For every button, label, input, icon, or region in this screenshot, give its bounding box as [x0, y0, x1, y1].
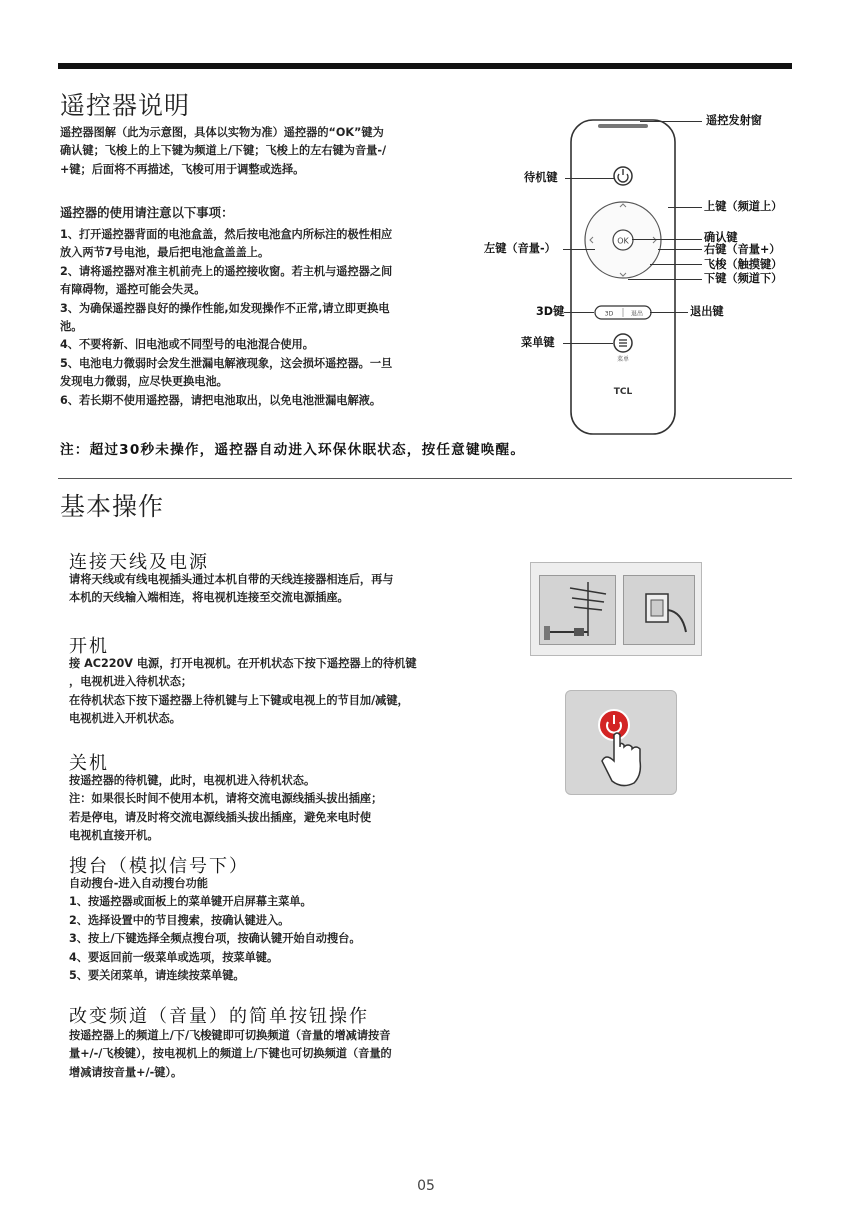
- top-rule: [58, 63, 792, 69]
- leader-line: [650, 312, 688, 313]
- power-on-photo: [565, 690, 677, 795]
- exit-label: 退出: [630, 310, 644, 318]
- text-line: 6、若长期不使用遥控器，请把电池取出，以免电池泄漏电解液。: [60, 393, 382, 407]
- heading-tuning: 搜台（模拟信号下）: [69, 856, 249, 877]
- brand-logo: TCL: [613, 387, 633, 397]
- leader-line: [658, 249, 702, 250]
- notice-title: 遥控器的使用请注意以下事项：: [60, 205, 234, 220]
- ok-label: OK: [617, 236, 629, 246]
- text-line: 1、打开遥控器背面的电池盒盖，然后按电池盒内所标注的极性相应: [60, 228, 393, 241]
- text-line: +键；后面将不再描述，飞梭可用于调整或选择。: [60, 162, 305, 176]
- ir-window: [598, 124, 648, 128]
- text-line: 放入两节7号电池，最后把电池盒盖盖上。: [60, 246, 270, 260]
- page-number: 05: [417, 1178, 435, 1194]
- power-off-text: [69, 772, 382, 846]
- text-line: 增减请按音量+/-键）。: [69, 1065, 183, 1079]
- text-line: 池。: [60, 320, 83, 334]
- text-line: 在待机状态下按下遥控器上待机键与上下键或电视上的节目加/减键，: [69, 693, 409, 707]
- remote-illustration: [568, 118, 678, 438]
- text-line: 有障碍物，遥控可能会失灵。: [60, 283, 206, 297]
- callout-right: 右键（音量+）: [704, 243, 781, 256]
- text-line: 注：如果很长时间不使用本机，请将交流电源线插头拔出插座；: [69, 792, 383, 806]
- text-line: 2、请将遥控器对准主机前壳上的遥控接收窗。若主机与遥控器之间: [60, 264, 393, 278]
- text-line: 发现电力微弱，应尽快更换电池。: [60, 375, 228, 389]
- notice-list: [60, 226, 392, 410]
- section-title-remote: 遥控器说明: [60, 91, 191, 120]
- remote-intro: [60, 124, 386, 179]
- text-line: 本机的天线输入端相连，将电视机连接至交流电源插座。: [69, 591, 349, 605]
- leader-line: [565, 178, 614, 179]
- 3d-label: 3D: [604, 310, 614, 318]
- text-line: 若是停电，请及时将交流电源线插头拔出插座，避免来电时使: [69, 810, 372, 824]
- text-line: 确认键；飞梭上的上下键为频道上/下键；飞梭上的左右键为音量-/: [60, 144, 387, 158]
- antenna-photo-panel: [530, 562, 702, 656]
- power-socket-photo: [623, 575, 695, 645]
- text-line: 5、要关闭菜单，请连续按菜单键。: [69, 969, 245, 983]
- text-line: 遥控器图解（此为示意图，具体以实物为准）遥控器的“OK”键为: [60, 126, 384, 139]
- text-line: 3、为确保遥控器良好的操作性能,如发现操作不正常,请立即更换电: [60, 301, 390, 315]
- text-line: 量+/-/飞梭键），按电视机上的频道上/下键也可切换频道（音量的: [69, 1047, 392, 1061]
- callout-left: 左键（音量-）: [484, 242, 556, 255]
- antenna-icon: [540, 576, 615, 644]
- leader-line: [632, 239, 702, 240]
- callout-3d: 3D键: [536, 305, 565, 318]
- text-line: 按遥控器的待机键，此时，电视机进入待机状态。: [69, 774, 316, 787]
- text-line: 2、选择设置中的节目搜索，按确认键进入。: [69, 913, 290, 927]
- tuning-text: [69, 875, 361, 985]
- heading-antenna: 连接天线及电源: [69, 552, 209, 573]
- text-line: 5、电池电力微弱时会发生泄漏电解液现象，这会损坏遥控器。一旦: [60, 356, 393, 370]
- text-line: 4、要返回前一级菜单或选项，按菜单键。: [69, 950, 279, 964]
- text-line: 电视机直接开机。: [69, 829, 159, 843]
- text-line: 电视机进入开机状态。: [69, 712, 181, 726]
- leader-line: [668, 207, 702, 208]
- leader-line: [628, 279, 702, 280]
- text-line: 接 AC220V 电源，打开电视机。在开机状态下按下遥控器上的待机键: [69, 657, 417, 670]
- power-on-text: [69, 655, 417, 729]
- antenna-photo: [539, 575, 616, 645]
- text-line: 按遥控器上的频道上/下/飞梭键即可切换频道（音量的增减请按音: [69, 1029, 391, 1042]
- footnote: 注：超过30秒未操作，遥控器自动进入环保休眠状态，按任意键唤醒。: [60, 442, 526, 458]
- callout-menu: 菜单键: [521, 336, 555, 349]
- heading-power-off: 关机: [69, 753, 109, 774]
- section-divider: [58, 478, 792, 479]
- text-line: ，电视机进入待机状态；: [69, 675, 193, 689]
- leader-line: [564, 312, 594, 313]
- callout-standby: 待机键: [524, 171, 558, 184]
- text-line: 4、不要将新、旧电池或不同型号的电池混合使用。: [60, 338, 314, 352]
- callout-ok: 确认键: [704, 231, 738, 244]
- menu-label: 菜单: [616, 356, 630, 363]
- leader-line: [563, 249, 595, 250]
- power-socket-icon: [624, 576, 694, 644]
- callout-touch: 飞梭（触摸键）: [704, 258, 783, 271]
- heading-channel: 改变频道（音量）的简单按钮操作: [69, 1006, 369, 1027]
- callout-down: 下键（频道下）: [704, 272, 783, 285]
- channel-text: [69, 1027, 392, 1082]
- antenna-text: [69, 571, 393, 608]
- callout-exit: 退出键: [690, 305, 724, 318]
- callout-ir-window: 遥控发射窗: [706, 114, 762, 127]
- section-title-basic: 基本操作: [60, 492, 165, 521]
- leader-line: [640, 121, 702, 122]
- text-line: 3、按上/下键选择全频点搜台项，按确认键开始自动搜台。: [69, 932, 361, 946]
- leader-line: [563, 343, 613, 344]
- callout-up: 上键（频道上）: [704, 200, 783, 213]
- hand-press-illustration: [566, 691, 676, 794]
- text-line: 自动搜台-进入自动搜台功能: [69, 877, 208, 890]
- text-line: 请将天线或有线电视插头通过本机自带的天线连接器相连后，再与: [69, 573, 394, 586]
- text-line: 1、按遥控器或面板上的菜单键开启屏幕主菜单。: [69, 895, 312, 909]
- heading-power-on: 开机: [69, 636, 109, 657]
- leader-line: [650, 264, 702, 265]
- hand-icon: [602, 733, 640, 786]
